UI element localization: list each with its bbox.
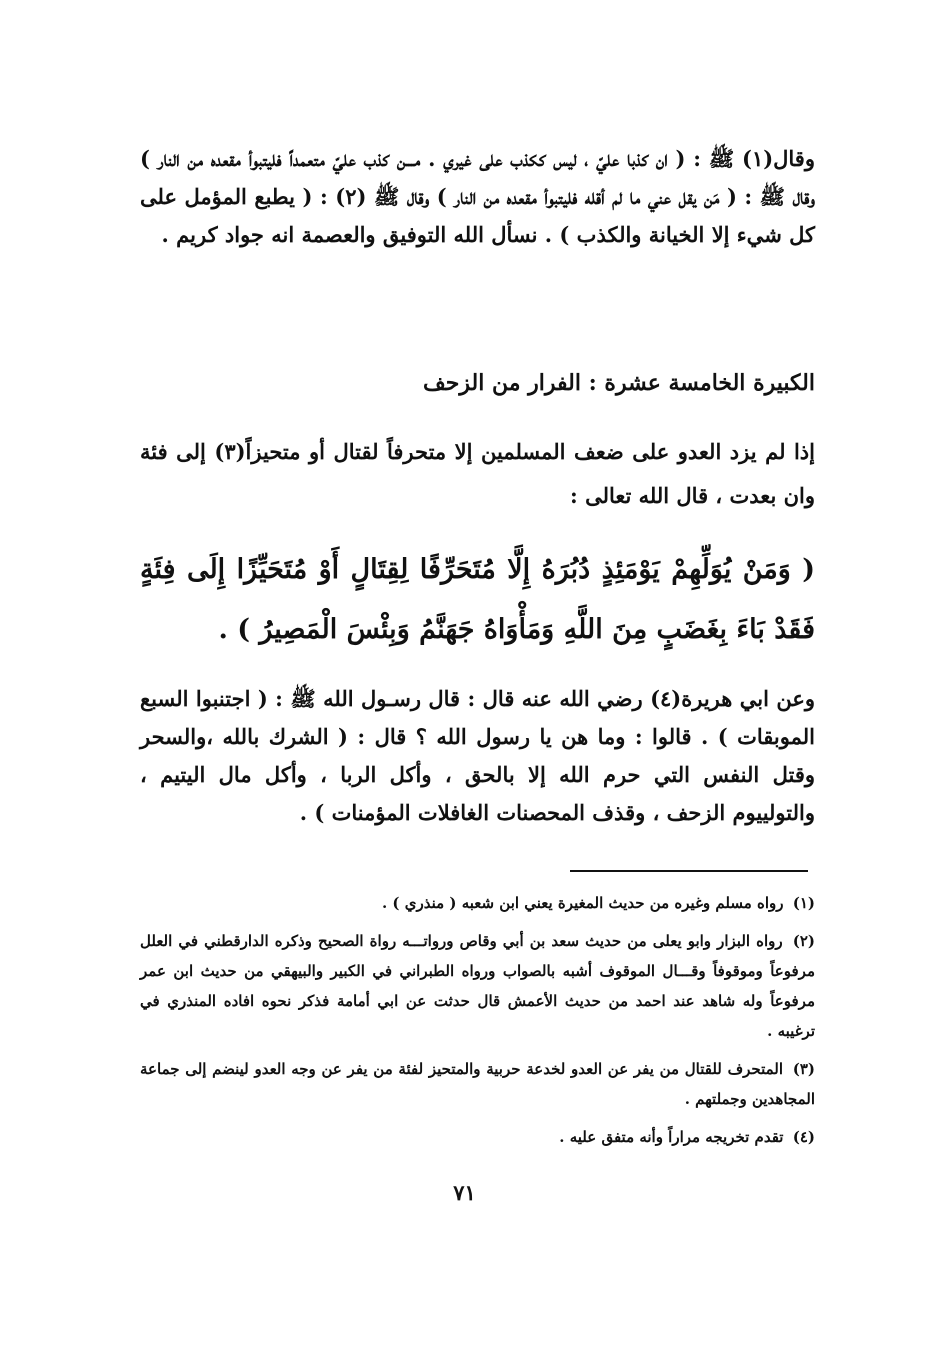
paragraph-hadith-seven-sins: وعن ابي هريرة(٤) رضي الله عنه قال : قال رسـول الله ﷺ : ( اجتنبوا السبع الموبقات ) . قالوا : وما هن يا رسول الله ؟ قال : ( الشرك بالله ،والسحر وقتل النفس التي حرم الله إلا بالحق ، وأكل الربا ، وأكل مال اليتيم ، والتولييوم الزحف ، وقذف المحصنات الغافلات المؤمنات ) .: [140, 686, 816, 825]
quran-verse: ( وَمَنْ يُوَلِّهِمْ يَوْمَئِذٍ دُبُرَهُ إِلَّا مُتَحَرِّفًا لِقِتَالٍ أَوْ مُتَحَيِّزًا إِلَى فِئَةٍ فَقَدْ بَاءَ بِغَضَبٍ مِنَ اللَّهِ وَمَأْوَاهُ جَهَنَّمُ وَبِئْسَ الْمَصِيرُ ) .: [140, 554, 815, 645]
footnote-2: [140, 926, 815, 1046]
footnote-text: المتحرف للقتال من يفر عن العدو لخدعة حربية والمتحيز لفئة من يفر عن وجه العدو لينضم إلى جماعة المجاهدين وجملتهم .: [140, 1060, 815, 1108]
footnote-text: رواه مسلم وغيره من حديث المغيرة يعني ابن شعبه ( منذري ) .: [381, 894, 784, 912]
paragraph-hadith-lying: وقال(١) ﷺ : ( ان كذبا عليّ ، ليس ككذب على غيري . مـــن كذب عليّ متعمداً فليتبوأ مقعده من النار ) وقال ﷺ : ( مَن يقل عني ما لم أقله فليتبوأ مقعده من النار ) وقال ﷺ (٢) : ( يطبع المؤمل على كل شيء إلا الخيانة والكذب ) . نسأل الله التوفيق والعصمة انه جواد كريم .: [140, 146, 815, 247]
footnote-number: (٤): [792, 1128, 815, 1146]
footnote-text: رواه البزار وابو يعلى من حديث سعد بن أبي وقاص ورواتـــه رواة الصحيح وذكره الدارقطني في العلل مرفوعاً وموقوفاً وقـــال الموقوف أشبه بالصواب ورواه الطبراني في الكبير والبيهقي من حديث ابن عمر مرفوعاً وله شاهد عند احمد من حديث الأعمش قال حدثت عن ابي أمامة فذكر نحوه افاده المنذري في ترغيبه .: [140, 932, 815, 1040]
footnote-1: [140, 888, 815, 918]
paragraph-intro: إذا لم يزد العدو على ضعف المسلمين إلا متحرفاً لقتال أو متحيزاً(٣) إلى فئة وان بعدت ، قال الله تعالى :: [140, 439, 815, 508]
footnote-divider: [570, 870, 808, 872]
page-number: ٧١: [453, 1180, 476, 1205]
footnote-number: (٣): [792, 1060, 815, 1078]
footnote-number: (٢): [792, 932, 815, 950]
section-heading: الكبيرة الخامسة عشرة : الفرار من الزحف: [422, 370, 815, 396]
footnote-3: [140, 1054, 815, 1114]
footnotes: [140, 888, 815, 1160]
footnote-number: (١): [792, 894, 815, 912]
footnote-text: تقدم تخريجه مراراً وأنه متفق عليه .: [559, 1128, 784, 1146]
footnote-4: [140, 1122, 815, 1152]
